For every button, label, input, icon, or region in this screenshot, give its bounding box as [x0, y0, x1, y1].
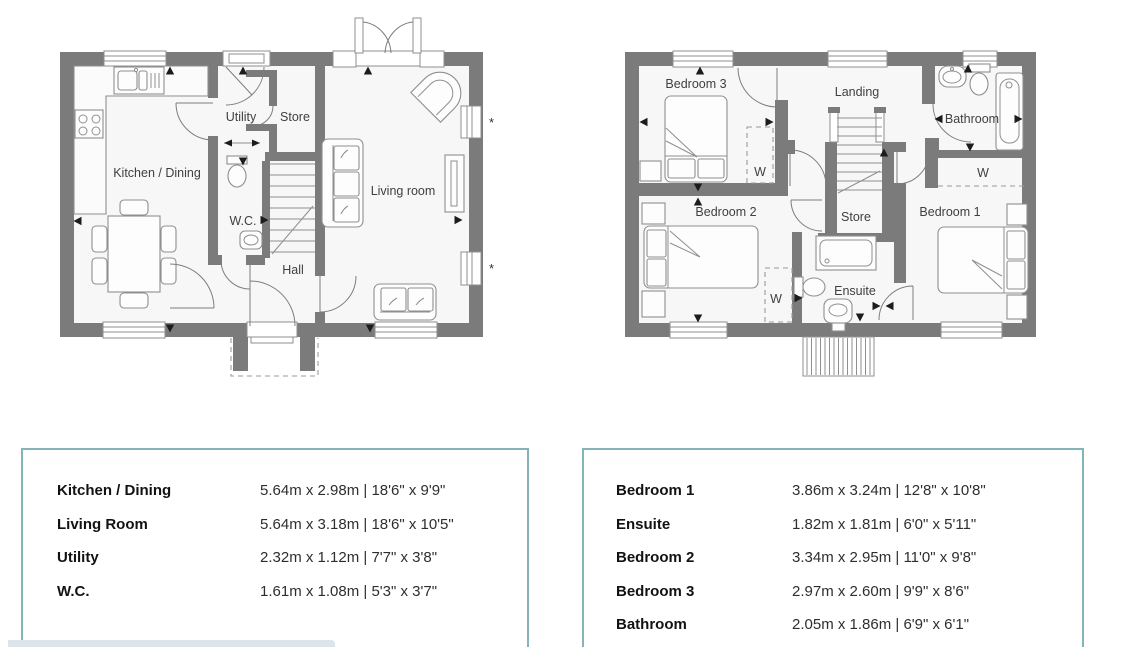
- room-name: Kitchen / Dining: [57, 482, 172, 499]
- ground-floor-plan: [67, 18, 494, 376]
- table-row: [584, 608, 1082, 642]
- front-door: [247, 322, 297, 337]
- room-dimensions: 2.32m x 1.12m | 7'7" x 3'8": [260, 549, 438, 567]
- first-floor-dimensions-table: [582, 448, 1084, 647]
- room-label-hall: Hall: [282, 263, 304, 277]
- wardrobe-label-bedroom1: W: [977, 166, 989, 180]
- room-label-bedroom1: Bedroom 1: [919, 205, 981, 219]
- hob-icon: [75, 110, 103, 138]
- room-dimensions: 3.34m x 2.95m | 11'0" x 9'8": [792, 549, 977, 567]
- table-row: [584, 541, 1082, 575]
- room-name: Bedroom 1: [616, 482, 695, 499]
- window-note-asterisk: *: [489, 115, 495, 130]
- table-row: [584, 575, 1082, 609]
- room-dimensions: 2.97m x 2.60m | 9'9" x 8'6": [792, 582, 970, 600]
- room-label-ensuite: Ensuite: [834, 284, 876, 298]
- bathroom-toilet: [969, 64, 990, 95]
- bathtub: [996, 73, 1023, 150]
- room-name: W.C.: [57, 582, 90, 600]
- room-dimensions: 2.05m x 1.86m | 6'9" x 6'1": [792, 616, 970, 634]
- tv-unit: [445, 155, 464, 212]
- wardrobe-label-bedroom3: W: [754, 165, 766, 179]
- room-label-utility: Utility: [225, 110, 257, 124]
- ensuite-toilet: [794, 277, 825, 297]
- porch-roof: [803, 337, 874, 376]
- wc-basin: [240, 231, 262, 249]
- table-row: [584, 474, 1082, 508]
- table-row: [584, 508, 1082, 542]
- utility-back-door: [223, 51, 270, 66]
- room-label-wc: W.C.: [229, 214, 257, 228]
- kitchen-sink: [114, 67, 164, 94]
- room-dimensions: 5.64m x 3.18m | 18'6" x 10'5": [260, 515, 454, 533]
- room-dimensions: 5.64m x 2.98m | 18'6" x 9'9": [260, 482, 446, 499]
- room-name: Bedroom 2: [616, 549, 695, 567]
- room-dimensions: 1.61m x 1.08m | 5'3" x 3'7": [260, 582, 438, 600]
- room-label-bathroom: Bathroom: [944, 112, 1000, 126]
- cutoff-bottom-element: [8, 640, 335, 647]
- table-row: [23, 575, 527, 609]
- room-name: Bedroom 3: [616, 582, 695, 600]
- room-label-landing: Landing: [834, 85, 880, 99]
- bathroom-sink: [939, 66, 966, 87]
- room-dimensions: 1.82m x 1.81m | 6'0" x 5'11": [792, 515, 977, 533]
- table-row: [23, 508, 527, 542]
- room-label-store-ground: Store: [280, 110, 310, 124]
- table-row: [23, 474, 527, 508]
- room-label-living-room: Living room: [370, 184, 436, 198]
- room-name: Ensuite: [616, 515, 671, 533]
- room-label-bedroom3: Bedroom 3: [665, 77, 727, 91]
- sofa-two-seat: [374, 284, 436, 320]
- room-label-kitchen-dining: Kitchen / Dining: [113, 166, 201, 180]
- room-label-store-first: Store: [841, 210, 871, 224]
- window-note-asterisk: *: [489, 261, 495, 276]
- room-name: Utility: [57, 549, 99, 567]
- sofa-three-seat: [322, 139, 363, 227]
- room-name: Living Room: [57, 515, 148, 533]
- room-dimensions: 3.86m x 3.24m | 12'8" x 10'8": [792, 482, 986, 499]
- first-floor-plan: [632, 51, 1029, 376]
- ground-floor-dimensions-table: [21, 448, 529, 647]
- table-row: [23, 541, 527, 575]
- room-name: Bathroom: [616, 616, 687, 634]
- shower: [816, 236, 876, 270]
- wardrobe-label-ensuite: W: [770, 292, 782, 306]
- french-door-opening: [356, 51, 420, 66]
- room-label-bedroom2: Bedroom 2: [695, 205, 757, 219]
